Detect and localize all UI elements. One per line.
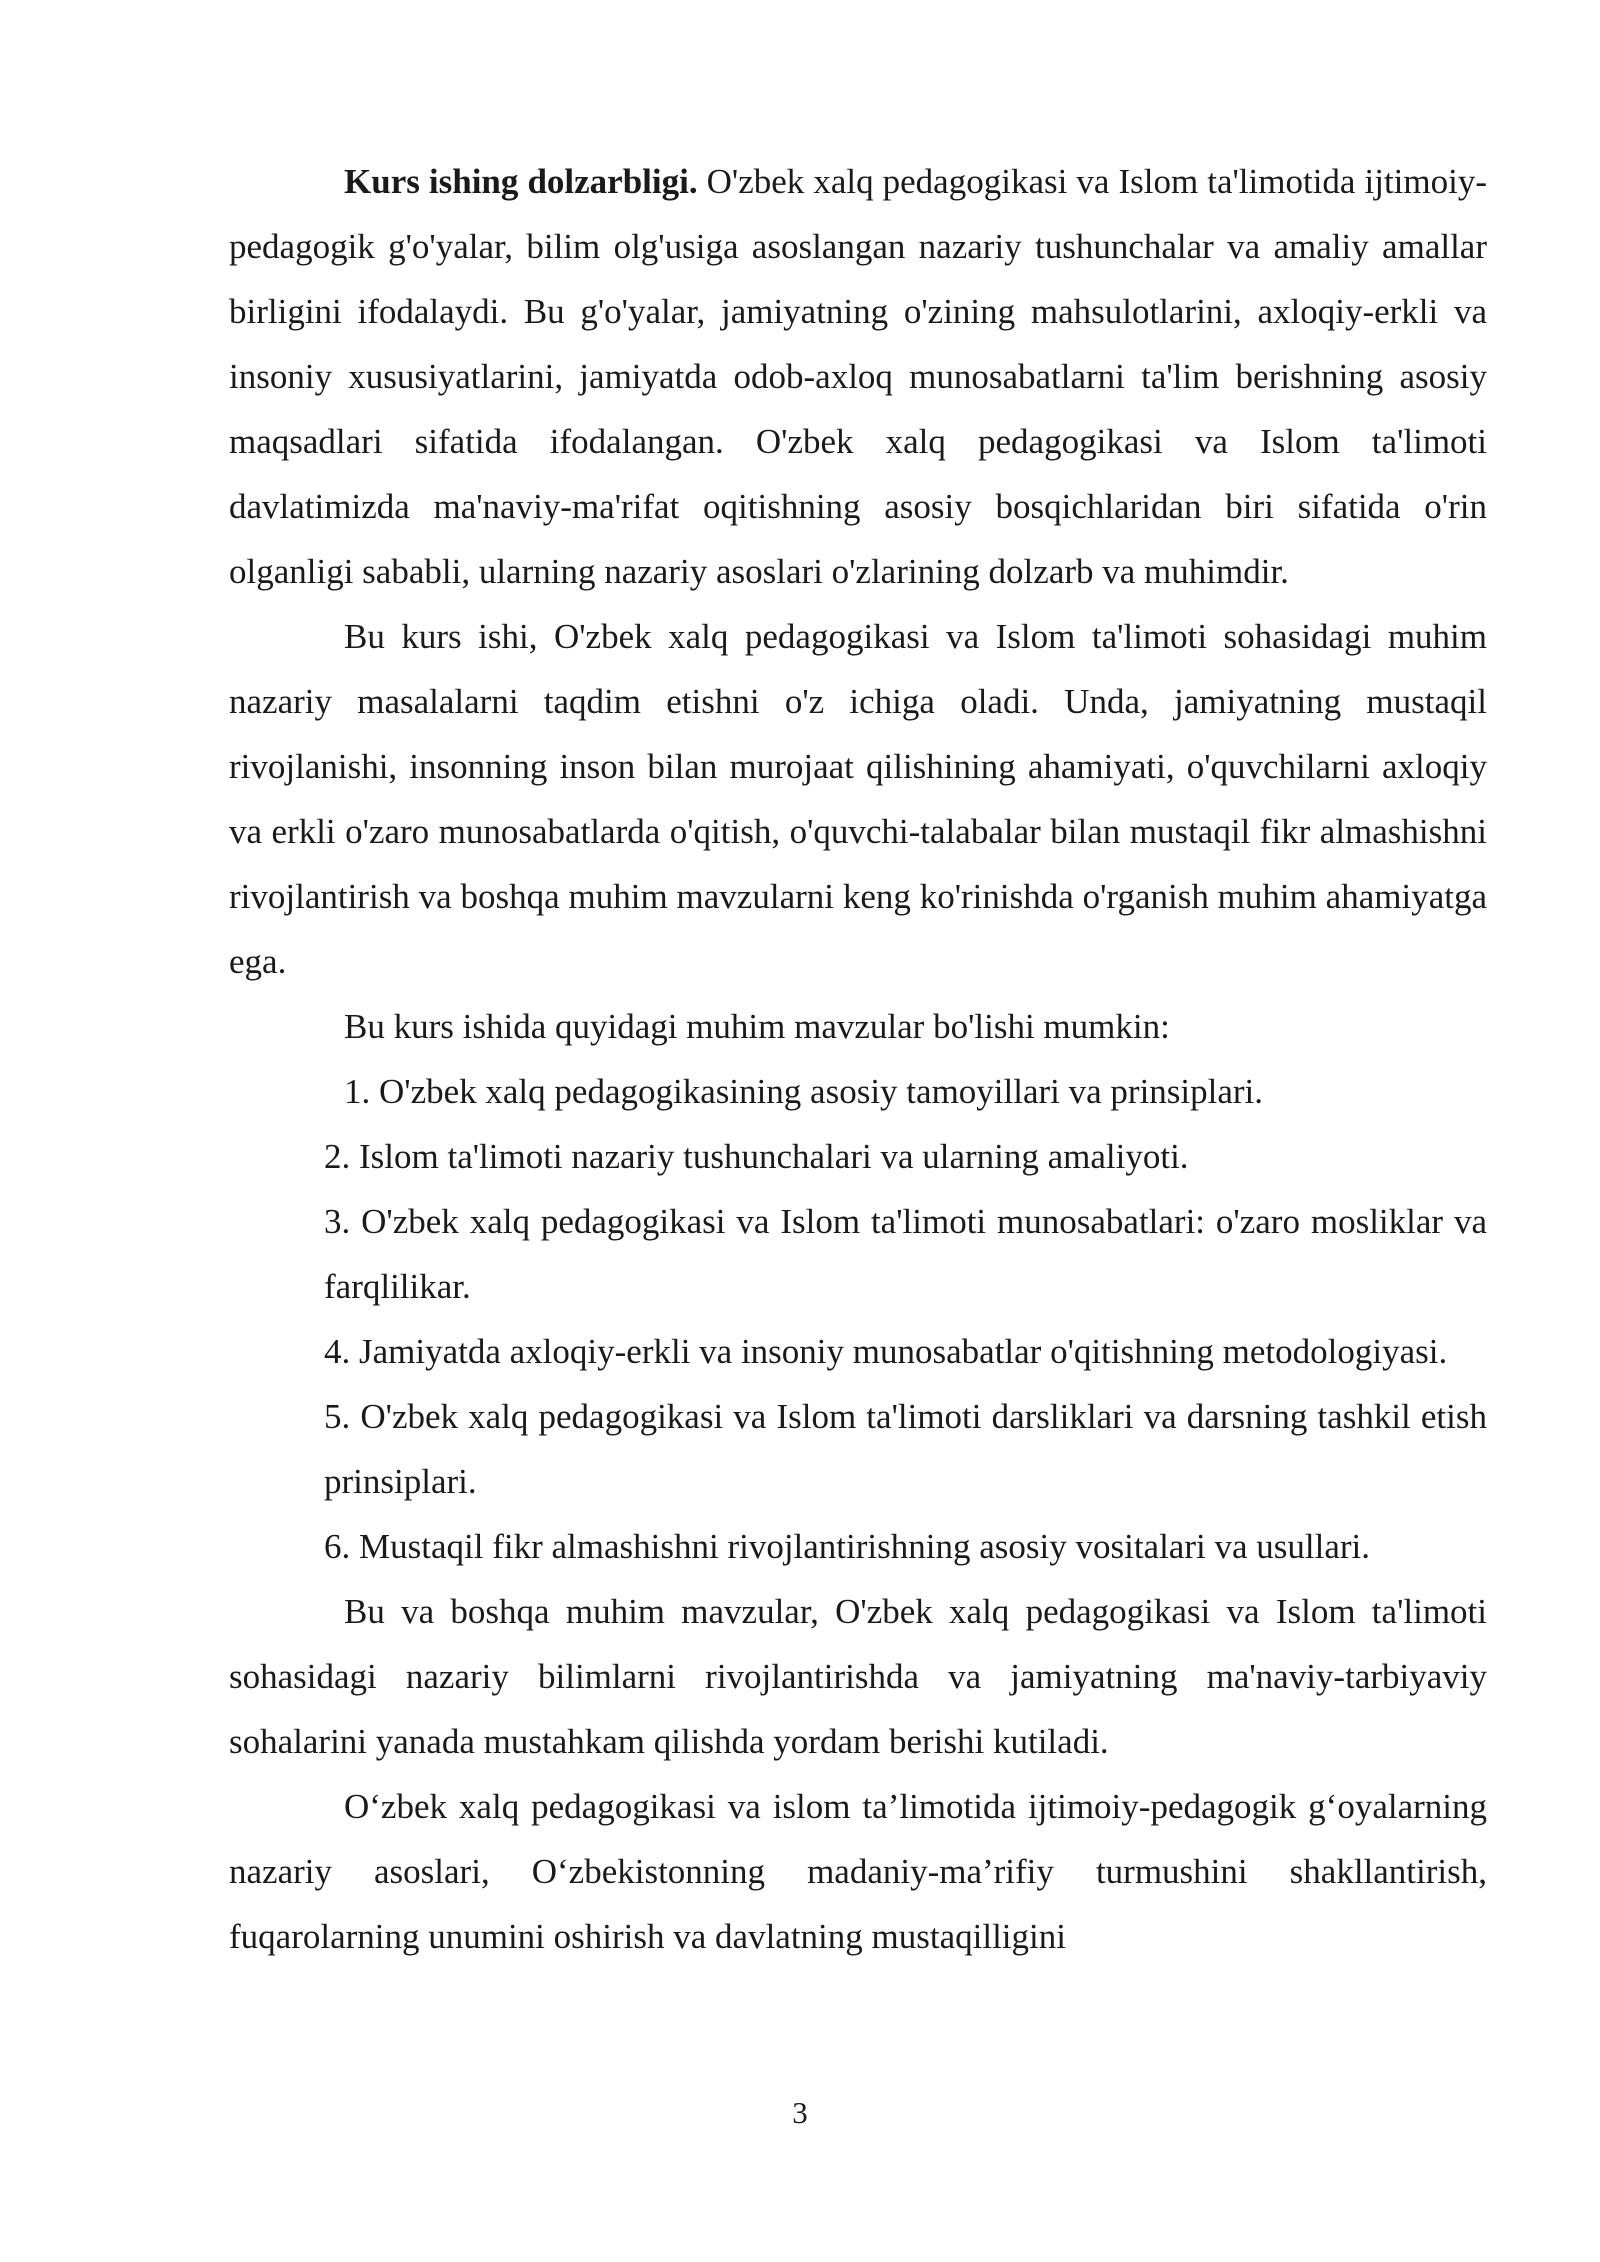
paragraph-5: O‘zbek xalq pedagogikasi va islom ta’limotida ijtimoiy-pedagogik g‘oyalarning nazariy asoslari, O‘zbekistonning madaniy-ma’rifiy turmushini shakllantirish, fuqarolarning unumini oshirish va davlatning mustaqilligini bbox=[229, 1787, 1487, 1956]
list-item-3: 3. O'zbek xalq pedagogikasi va Islom ta'limoti munosabatlari: o'zaro mosliklar va farqlilikar. bbox=[324, 1202, 1487, 1306]
list-item-1: 1. O'zbek xalq pedagogikasining asosiy tamoyillari va prinsiplari. bbox=[344, 1072, 1264, 1111]
page-number: 3 bbox=[792, 2095, 808, 2130]
intro-paragraph bbox=[229, 149, 1487, 604]
paragraph-2: Bu kurs ishi, O'zbek xalq pedagogikasi va Islom ta'limoti sohasidagi muhim nazariy masalalarni taqdim etishni o'z ichiga oladi. Unda, jamiyatning mustaqil rivojlanishi, insonning inson bilan murojaat qilishining ahamiyati, o'quvchilarni axloqiy va erkli o'zaro munosabatlarda o'qitish, o'quvchi-talabalar bilan mustaqil fikr almashishni rivojlantirish va boshqa muhim mavzularni keng ko'rinishda o'rganish muhim ahamiyatga ega. bbox=[229, 617, 1487, 981]
list-item-5: 5. O'zbek xalq pedagogikasi va Islom ta'limoti darsliklari va darsning tashkil etish prinsiplari. bbox=[324, 1397, 1487, 1501]
intro-text: O'zbek xalq pedagogikasi va Islom ta'limotida ijtimoiy-pedagogik g'o'yalar, bilim olg'usiga asoslangan nazariy tushunchalar va amaliy amallar birligini ifodalaydi. Bu g'o'yalar, jamiyatning o'zining mahsulotlarini, axloqiy-erkli va insoniy xususiyatlarini, jamiyatda odob-axloq munosabatlarni ta'lim berishning asosiy maqsadlari sifatida ifodalangan. O'zbek xalq pedagogikasi va Islom ta'limoti davlatimizda ma'naviy-ma'rifat oqitishning asosiy bosqichlaridan biri sifatida o'rin olganligi sababli, ularning nazariy asoslari o'zlarining dolzarb va muhimdir. bbox=[229, 162, 1487, 591]
paragraph-3: Bu kurs ishida quyidagi muhim mavzular bo'lishi mumkin: bbox=[344, 1007, 1170, 1046]
list-item-4: 4. Jamiyatda axloqiy-erkli va insoniy munosabatlar o'qitishning metodologiyasi. bbox=[324, 1332, 1448, 1371]
paragraph-4: Bu va boshqa muhim mavzular, O'zbek xalq pedagogikasi va Islom ta'limoti sohasidagi nazariy bilimlarni rivojlantirishda va jamiyatning ma'naviy-tarbiyaviy sohalarini yanada mustahkam qilishda yordam berishi kutiladi. bbox=[229, 1592, 1487, 1761]
list-item-6: 6. Mustaqil fikr almashishni rivojlantirishning asosiy vositalari va usullari. bbox=[324, 1527, 1370, 1566]
document-page bbox=[229, 149, 1487, 1969]
list-item-2: 2. Islom ta'limoti nazariy tushunchalari va ularning amaliyoti. bbox=[324, 1137, 1189, 1176]
intro-heading: Kurs ishing dolzarbligi. bbox=[344, 162, 698, 201]
